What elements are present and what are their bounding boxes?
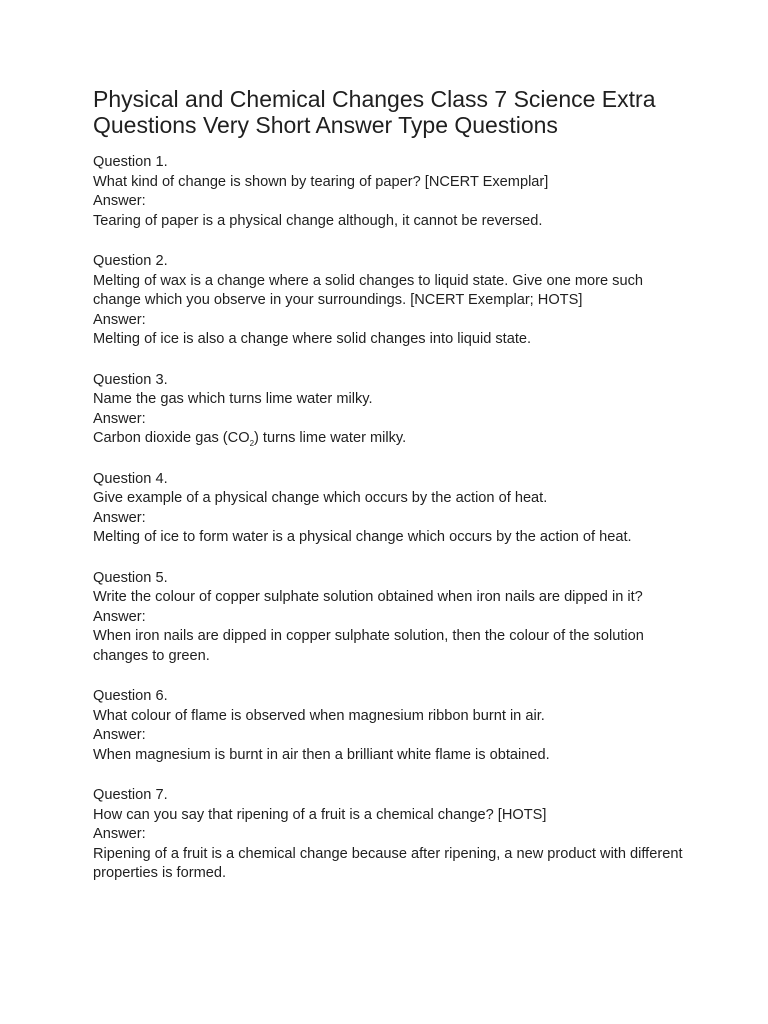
question-text: Name the gas which turns lime water milky. xyxy=(93,391,373,407)
answer-label: Answer: xyxy=(93,727,146,743)
answer-text: Melting of ice is also a change where solid changes into liquid state. xyxy=(93,331,532,347)
question-label: Question 2. xyxy=(93,253,168,269)
question-text: Give example of a physical change which occurs by the action of heat. xyxy=(93,490,548,506)
question-label: Question 3. xyxy=(93,371,168,388)
question-label: Question 7. xyxy=(93,787,168,803)
question-text: Write the colour of copper sulphate solution obtained when iron nails are dipped in it? xyxy=(93,589,643,605)
question-text: What colour of flame is observed when magnesium ribbon burnt in air. xyxy=(93,707,545,724)
qa-item-4 xyxy=(93,470,683,548)
qa-item-6 xyxy=(93,687,683,765)
question-label: Question 5. xyxy=(93,569,168,586)
qa-item-2 xyxy=(93,252,683,350)
question-text: What kind of change is shown by tearing of paper? [NCERT Exemplar] xyxy=(93,173,549,190)
page-title: Physical and Chemical Changes Class 7 Science Extra Questions Very Short Answer Type Questions xyxy=(93,86,656,138)
subscript-two: 2 xyxy=(249,438,255,448)
answer-label: Answer: xyxy=(93,608,146,625)
answer-label: Answer: xyxy=(93,410,146,427)
answer-label: Answer: xyxy=(93,193,146,209)
question-label: Question 6. xyxy=(93,688,168,704)
answer-text: When iron nails are dipped in copper sulphate solution, then the colour of the solution changes to green. xyxy=(93,628,644,664)
qa-item-7 xyxy=(93,786,683,884)
answer-text: Ripening of a fruit is a chemical change because after ripening, a new product with different properties is formed. xyxy=(93,845,683,881)
question-label: Question 1. xyxy=(93,154,168,170)
answer-label: Answer: xyxy=(93,311,146,328)
question-text: How can you say that ripening of a fruit is a chemical change? [HOTS] xyxy=(93,806,547,823)
question-text: Melting of wax is a change where a solid changes to liquid state. Give one more such change which you observe in your surroundings. [NCERT Exemplar; HOTS] xyxy=(93,272,644,308)
answer-text-part: Carbon dioxide gas (CO xyxy=(93,430,250,446)
answer-text-part: ) turns lime water milky. xyxy=(254,430,407,446)
answer-text: When magnesium is burnt in air then a brilliant white flame is obtained. xyxy=(93,746,550,763)
qa-item-1 xyxy=(93,153,683,231)
qa-item-5 xyxy=(93,569,683,667)
qa-item-3 xyxy=(93,371,683,449)
document-page xyxy=(93,86,683,905)
question-label: Question 4. xyxy=(93,470,168,487)
answer-label: Answer: xyxy=(93,826,146,842)
answer-text xyxy=(93,429,683,449)
answer-text: Tearing of paper is a physical change although, it cannot be reversed. xyxy=(93,212,543,229)
answer-label: Answer: xyxy=(93,509,146,526)
answer-text: Melting of ice to form water is a physical change which occurs by the action of heat. xyxy=(93,529,632,545)
